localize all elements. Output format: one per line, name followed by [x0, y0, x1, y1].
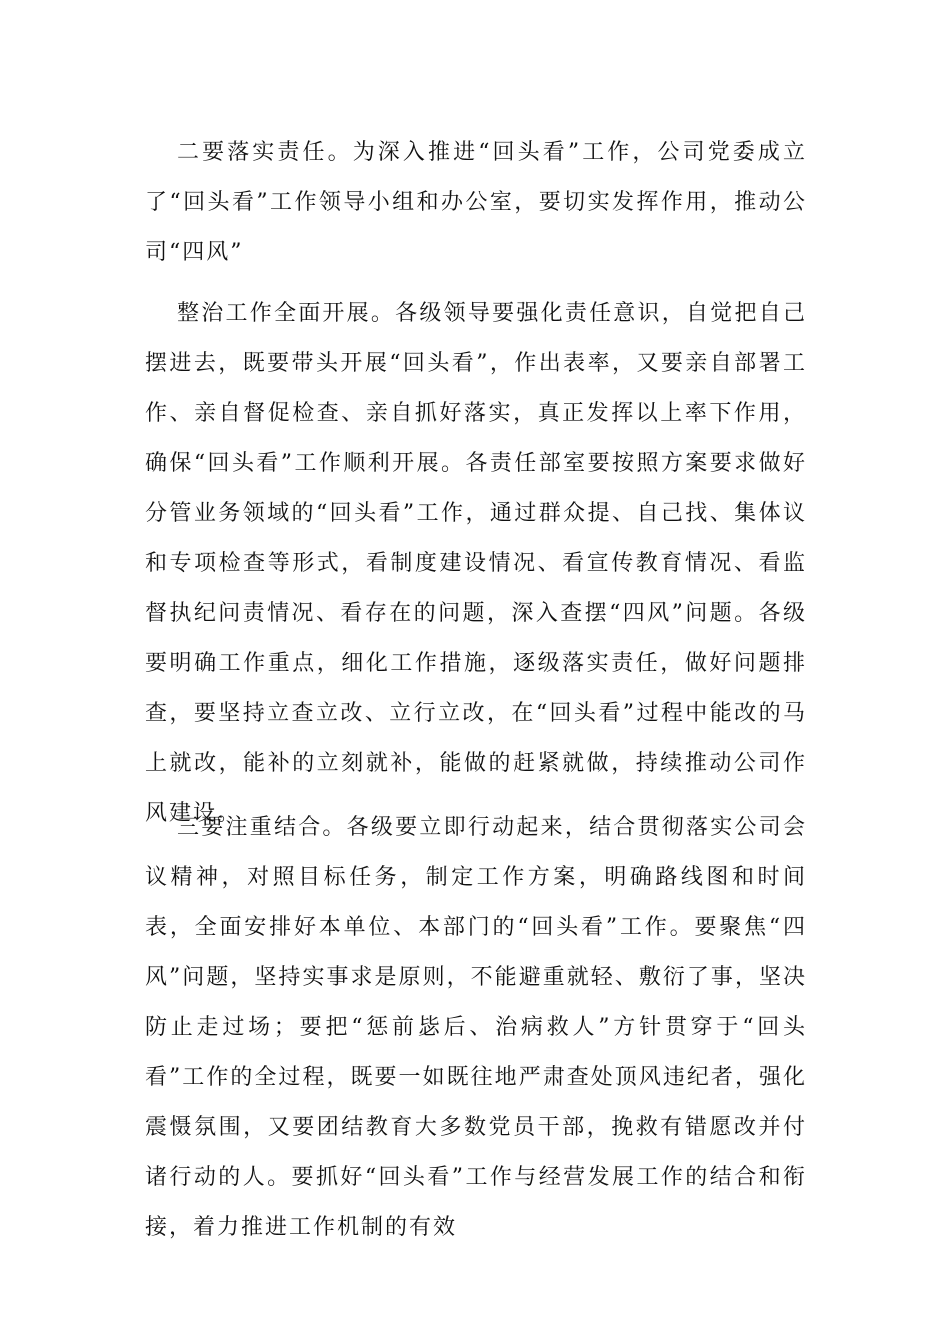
paragraph-responsibility: 二要落实责任。为深入推进“回头看”工作，公司党委成立了“回头看”工作领导小组和办公室，要切实发挥作用，推动公司“四风”	[145, 140, 807, 265]
paragraph-integration: 三要注重结合。各级要立即行动起来，结合贯彻落实公司会议精神，对照目标任务，制定工作方案，明确路线图和时间表，全面安排好本单位、本部门的“回头看”工作。要聚焦“四风”问题，坚持实事求是原则，不能避重就轻、敷衍了事，坚决防止走过场；要把“惩前毖后、治病救人”方针贯穿于“回头看”工作的全过程，既要一如既往地严肃查处顶风违纪者，强化震慑氛围，又要团结教育大多数党员干部，挽救有错愿改并付诸行动的人。要抓好“回头看”工作与经营发展工作的结合和衔接，着力推进工作机制的有效	[145, 815, 807, 1240]
paragraph-rectification: 整治工作全面开展。各级领导要强化责任意识，自觉把自己摆进去，既要带头开展“回头看”，作出表率，又要亲自部署工作、亲自督促检查、亲自抓好落实，真正发挥以上率下作用，确保“回头看”工作顺利开展。各责任部室要按照方案要求做好分管业务领域的“回头看”工作，通过群众提、自己找、集体议和专项检查等形式，看制度建设情况、看宣传教育情况、看监督执纪问责情况、看存在的问题，深入查摆“四风”问题。各级要明确工作重点，细化工作措施，逐级落实责任，做好问题排查，要坚持立查立改、立行立改，在“回头看”过程中能改的马上就改，能补的立刻就补，能做的赶紧就做，持续推动公司作风建设。	[145, 301, 807, 826]
